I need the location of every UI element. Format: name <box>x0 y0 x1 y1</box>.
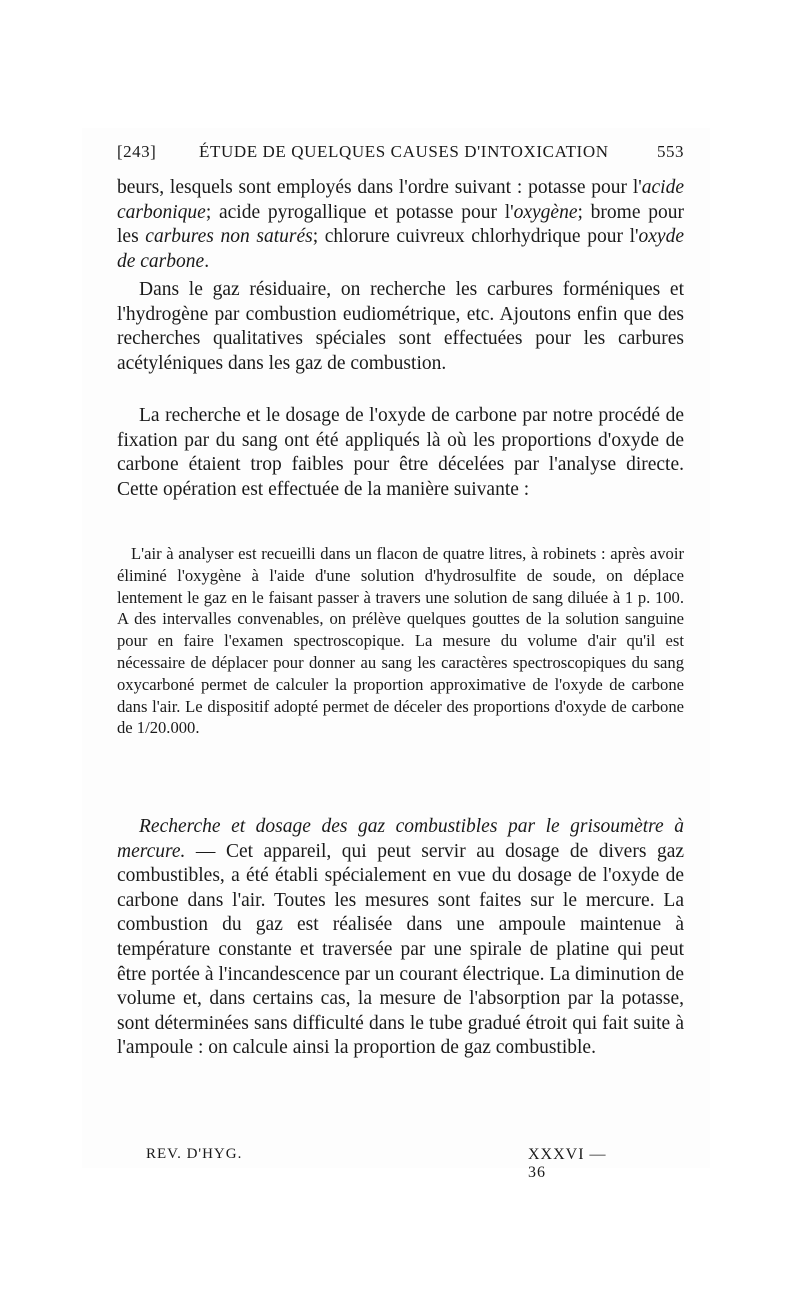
paragraph-text: Dans le gaz résiduaire, on recherche les carbures forméniques et l'hydrogène par combustion eudiométrique, etc. Ajoutons enfin que des recherches qualitatives spéciales sont effectuées pour les carbures acétyléniques dans les gaz de combustion. <box>117 279 684 374</box>
italic-term: carbures non saturés <box>145 226 313 248</box>
section-heading: Recherche et dosage des gaz combustibles par le grisoumètre à mercure. <box>117 816 684 862</box>
page-reference: [243] <box>117 142 157 161</box>
page-number: 553 <box>657 142 684 161</box>
paragraph-text: L'air à analyser est recueilli dans un flacon de quatre litres, à robinets : après avoir éliminé l'oxygène à l'aide d'une solution d'hydrosulfite de soude, on déplace lentement le gaz en le faisant passer à travers une solution de sang diluée à 1 p. 100. A des intervalles convenables, on prélève quelques gouttes de la solution sanguine pour en faire l'examen spectroscopique. La mesure du volume d'air qu'il est nécessaire de déplacer pour donner au sang les caractères spectroscopiques du sang oxycarboné permet de calculer la proportion approximative de l'oxyde de carbone dans l'air. Le dispositif adopté permet de déceler des proportions d'oxyde de carbone de 1/20.000. <box>117 544 684 738</box>
running-title: ÉTUDE DE QUELQUES CAUSES D'INTOXICATION <box>199 142 609 161</box>
paragraph-text: — Cet appareil, qui peut servir au dosage de divers gaz combustibles, a été établi spécialement en vue du dosage de l'oxyde de carbone dans l'air. Toutes les mesures sont faites sur le mercure. La combustion du gaz est réalisée dans une ampoule maintenue à température constante et traversée par une spirale de platine qui peut être portée à l'incandescence par un courant électrique. La diminution de volume et, dans certains cas, la mesure de l'absorption par la potasse, sont déterminées sans difficulté dans le tube gradué étroit qui fait suite à l'ampoule : on calcule ainsi la proportion de gaz combustible. <box>117 840 684 1059</box>
text-run: ; acide pyrogallique et potasse pour l' <box>205 201 514 223</box>
paragraph-residual-gas <box>117 278 684 376</box>
italic-term: acide carbonique <box>117 177 684 223</box>
paragraph-grisoumetre <box>117 815 684 1061</box>
paragraph-co-blood-method <box>117 404 684 502</box>
italic-term: oxyde de carbone <box>117 226 684 272</box>
journal-signature: REV. D'HYG. <box>146 1146 243 1162</box>
paragraph-reagents <box>117 176 684 274</box>
volume-signature: XXXVI — 36 <box>528 1146 607 1181</box>
italic-term: oxygène <box>513 201 578 223</box>
running-header <box>117 142 684 166</box>
text-run: . <box>204 250 210 272</box>
text-run: ; brome pour les <box>117 201 684 248</box>
text-run: ; chlorure cuivreux chlorhydrique pour l' <box>312 226 639 248</box>
paragraph-procedure-smallprint <box>117 543 684 739</box>
page-footer <box>146 1146 626 1181</box>
text-run: beurs, lesquels sont employés dans l'ordre suivant : potasse pour l' <box>117 177 642 198</box>
paragraph-text: La recherche et le dosage de l'oxyde de carbone par notre procédé de fixation par du sang ont été appliqués là où les proportions d'oxyde de carbone étaient trop faibles pour être décelées par l'analyse directe. Cette opération est effectuée de la manière suivante : <box>117 405 684 500</box>
